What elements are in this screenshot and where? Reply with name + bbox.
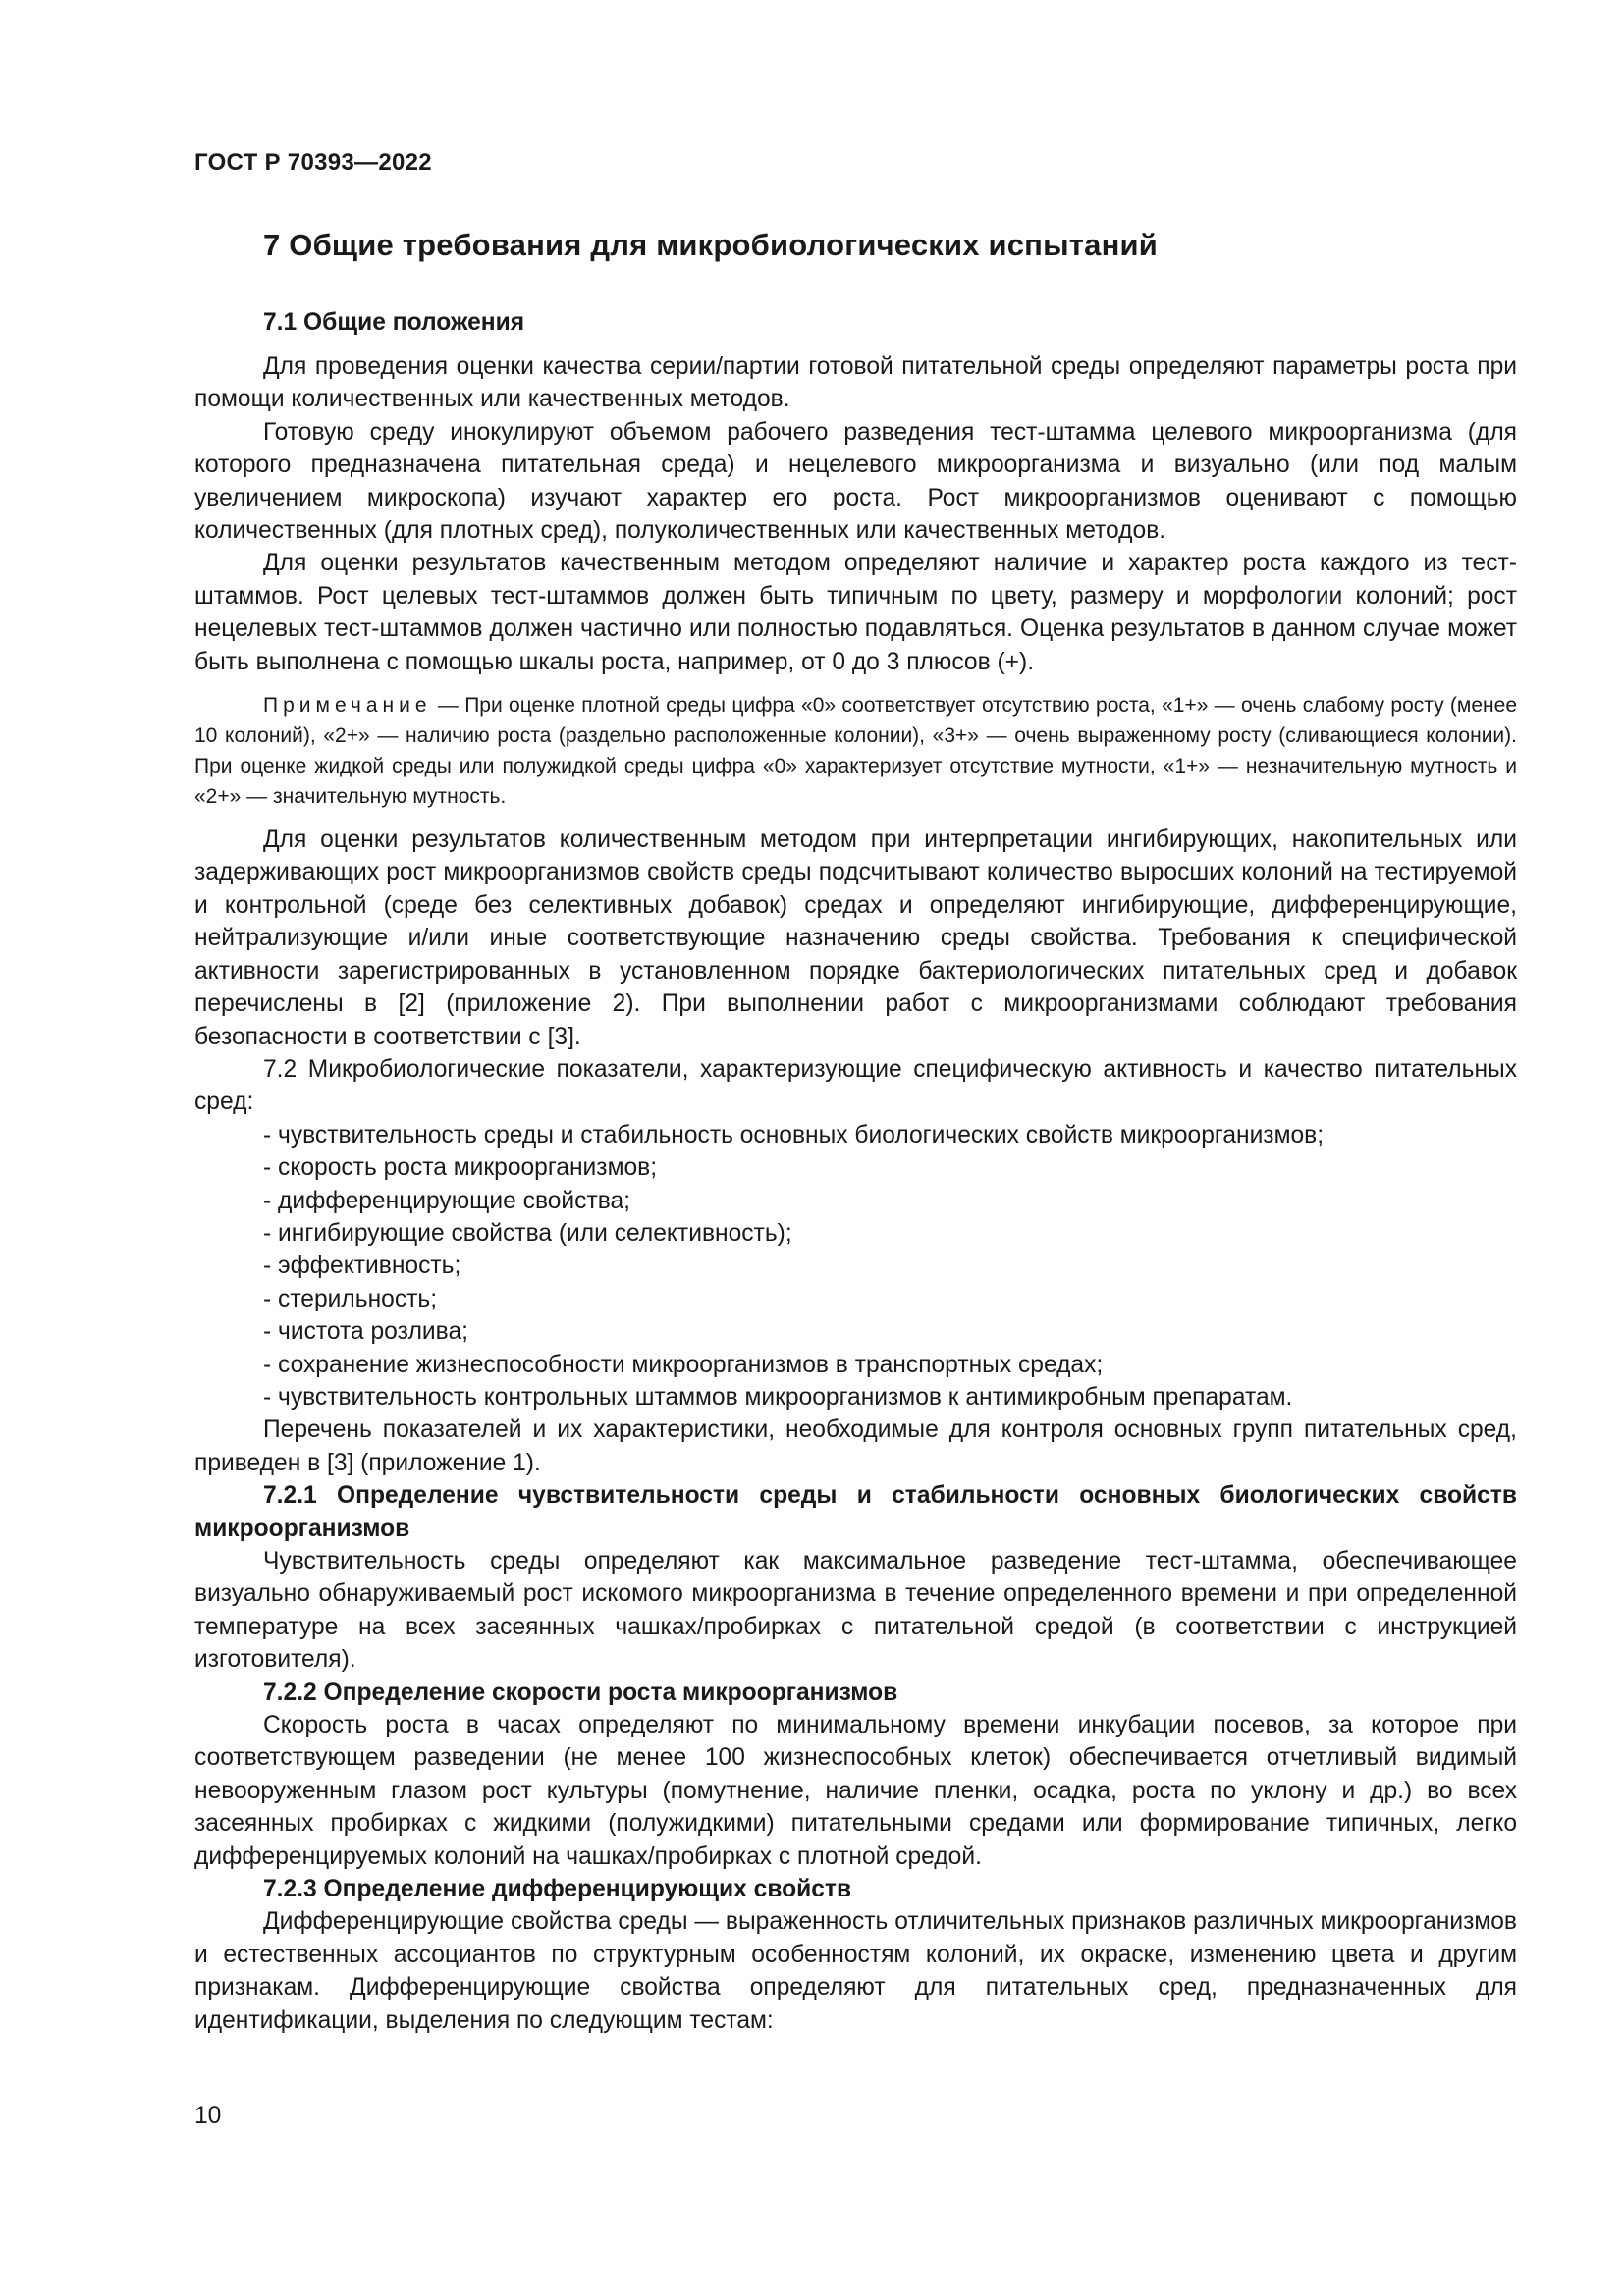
paragraph: Перечень показателей и их характеристики, необходимые для контроля основных групп питательных сред, приведен в [3] (приложение 1). bbox=[194, 1416, 1517, 1476]
note bbox=[194, 690, 1517, 812]
page-number: 10 bbox=[194, 2103, 222, 2129]
list-item: - дифференцирующие свойства; bbox=[263, 1187, 631, 1214]
paragraph: Для оценки результатов качественным методом определяют наличие и характер роста каждого из тест-штаммов. Рост целевых тест-штаммов должен быть типичным по цвету, размеру и морфологии колоний; рост нецелевых тест-штаммов должен частично или полностью подавляться. Оценка результатов в данном случае может быть выполнена с помощью шкалы роста, например, от 0 до 3 плюсов (+). bbox=[194, 550, 1517, 675]
subsection-title: 7.1 Общие положения bbox=[263, 309, 525, 336]
section-title: 7 Общие требования для микробиологических испытаний bbox=[263, 228, 1159, 262]
list-item: - ингибирующие свойства (или селективность); bbox=[263, 1219, 792, 1247]
list-item: - чистота розлива; bbox=[263, 1318, 468, 1346]
subsection-heading-7-2-3: 7.2.3 Определение дифференцирующих свойств bbox=[263, 1876, 852, 1903]
paragraph: Для проведения оценки качества серии/партии готовой питательной среды определяют параметры роста при помощи количественных или качественных методов. bbox=[194, 353, 1517, 413]
paragraph: 7.2 Микробиологические показатели, характеризующие специфическую активность и качество питательных сред: bbox=[194, 1055, 1517, 1116]
list-item: - скорость роста микроорганизмов; bbox=[263, 1154, 658, 1182]
paragraph: Дифференцирующие свойства среды — выраженность отличительных признаков различных микроорганизмов и естественных ассоциантов по структурным особенностям колоний, их окраске, изменению цвета и другим признакам. Дифференцирующие свойства определяют для питательных сред, предназначенных для идентификации, выделения по следующим тестам: bbox=[194, 1908, 1517, 2034]
note-text: — При оценке плотной среды цифра «0» соответствует отсутствию роста, «1+» — очень слабому росту (менее 10 колоний), «2+» — наличию роста (раздельно расположенные колонии), «3+» — очень выраженному росту (сливающиеся колонии). При оценке жидкой среды или полужидкой среды цифра «0» характеризует отсутствие мутности, «1+» — незначительную мутность и «2+» — значительную мутность. bbox=[194, 694, 1517, 809]
document-code: ГОСТ Р 70393—2022 bbox=[194, 149, 432, 176]
paragraph: Для оценки результатов количественным методом при интерпретации ингибирующих, накопительных или задерживающих рост микроорганизмов свойств среды подсчитывают количество выросших колоний на тестируемой и контрольной (среде без селективных добавок) средах и определяют ингибирующие, дифференцирующие, нейтрализующие и/или иные соответствующие назначению среды свойства. Требования к специфической активности зарегистрированных в установленном порядке бактериологических питательных сред и добавок перечислены в [2] (приложение 2). При выполнении работ с микроорганизмами соблюдают требования безопасности в соответствии с [3]. bbox=[194, 827, 1517, 1050]
list-item: - эффективность; bbox=[263, 1253, 461, 1280]
list-item: - чувствительность контрольных штаммов микроорганизмов к антимикробным препаратам. bbox=[263, 1383, 1293, 1411]
paragraph: Скорость роста в часах определяют по минимальному времени инкубации посевов, за которое при соответствующем разведении (не менее 100 жизнеспособных клеток) обеспечивается отчетливый видимый невооруженным глазом рост культуры (помутнение, наличие пленки, осадка, роста по уклону и др.) во всех засеянных пробирках с жидкими (полужидкими) питательными средами или формирование типичных, легко дифференцируемых колоний на чашках/пробирках с плотной средой. bbox=[194, 1712, 1517, 1870]
page-content bbox=[194, 224, 1517, 2037]
subsection-heading-7-2-2: 7.2.2 Определение скорости роста микроорганизмов bbox=[263, 1679, 898, 1706]
note-label: Примечание bbox=[263, 694, 432, 718]
paragraph: Чувствительность среды определяют как максимальное разведение тест-штамма, обеспечивающее визуально обнаруживаемый рост искомого микроорганизма в течение определенного времени и при определенной температуре на всех засеянных чашках/пробирках с питательной средой (в соответствии с инструкцией изготовителя). bbox=[194, 1548, 1517, 1674]
list-item: - стерильность; bbox=[263, 1285, 438, 1312]
list-item: - сохранение жизнеспособности микроорганизмов в транспортных средах; bbox=[263, 1351, 1104, 1378]
list-item: - чувствительность среды и стабильность основных биологических свойств микроорганизмов; bbox=[263, 1121, 1325, 1148]
indicator-list bbox=[194, 1119, 1517, 1415]
subsection-heading-7-2-1: 7.2.1 Определение чувствительности среды и стабильности основных биологических свойств микроорганизмов bbox=[194, 1482, 1517, 1542]
paragraph: Готовую среду инокулируют объемом рабочего разведения тест-штамма целевого микроорганизма (для которого предназначена питательная среда) и нецелевого микроорганизма и визуально (или под малым увеличением микроскопа) изучают характер его роста. Рост микроорганизмов оценивают с помощью количественных (для плотных сред), полуколичественных или качественных методов. bbox=[194, 418, 1517, 545]
